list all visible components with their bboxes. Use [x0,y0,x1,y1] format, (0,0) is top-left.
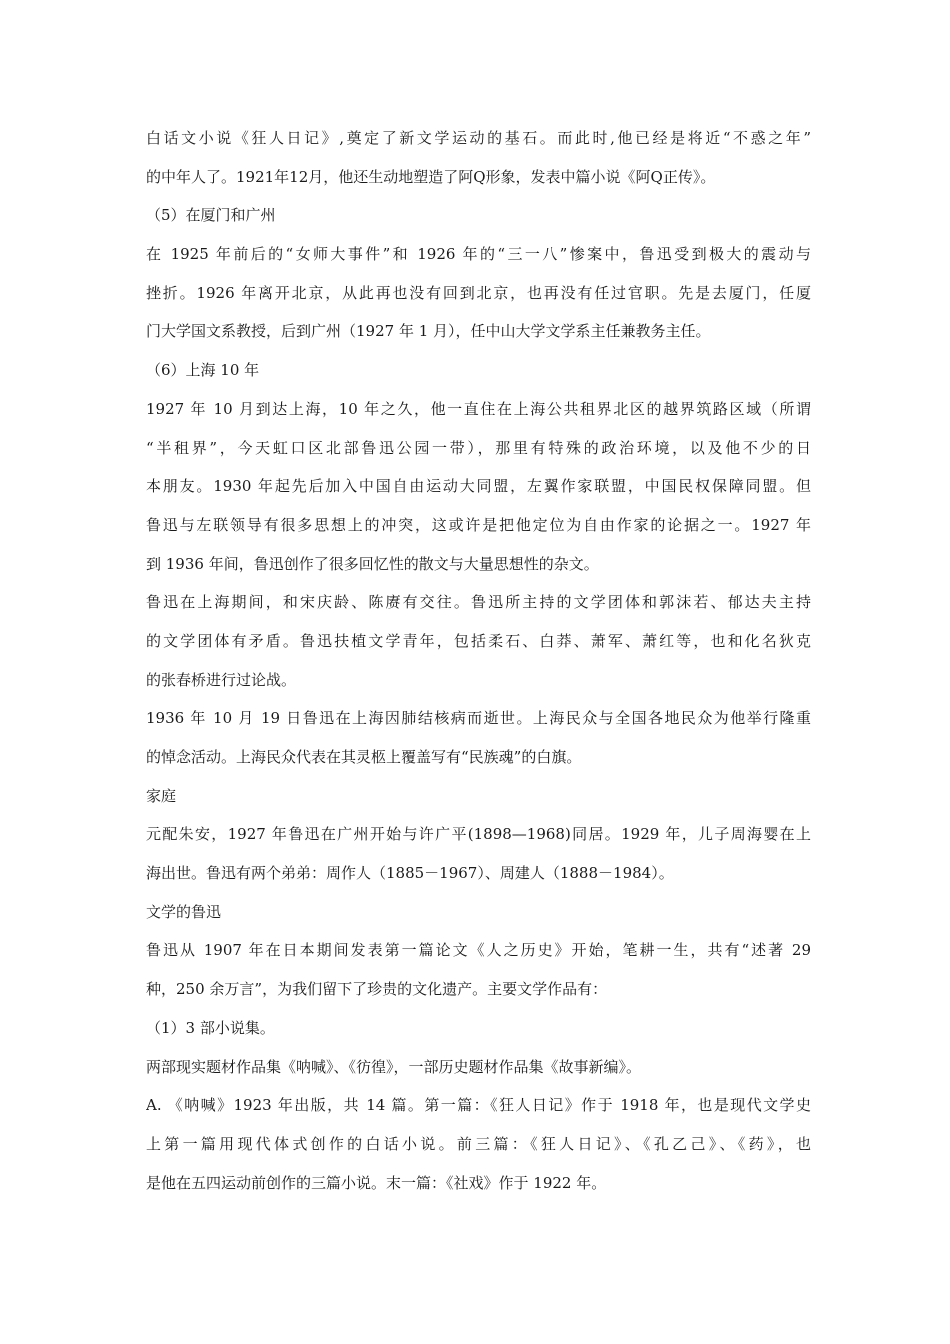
text-line: 鲁迅在上海期间，和宋庆龄、陈赓有交往。鲁迅所主持的文学团体和郭沫若、郁达夫主持 [146,593,811,612]
text-line: 的文学团体有矛盾。鲁迅扶植文学青年，包括柔石、白莽、萧军、萧红等，也和化名狄克 [146,631,811,650]
text-line: 的中年人了。1921年12月，他还生动地塑造了阿Q形象，发表中篇小说《阿Q正传》。 [146,167,716,186]
section-heading: 文学的鲁迅 [146,902,222,921]
text-line: 门大学国文系教授，后到广州（1927 年 1 月），任中山大学文学系主任兼教务主任。 [146,322,711,341]
text-line: 的张春桥进行过论战。 [146,670,297,689]
section-heading: （1）3 部小说集。 [146,1018,275,1037]
text-line: 本朋友。1930 年起先后加入中国自由运动大同盟，左翼作家联盟，中国民权保障同盟。但 [146,477,811,496]
text-line: 海出世。鲁迅有两个弟弟：周作人（1885－1967）、周建人（1888－1984）。 [146,864,674,883]
text-line: 是他在五四运动前创作的三篇小说。末一篇：《社戏》作于 1922 年。 [146,1173,607,1192]
section-heading: 家庭 [146,786,177,805]
section-heading: （5）在厦门和广州 [146,206,276,225]
text-line: 挫折。1926 年离开北京，从此再也没有回到北京，也再没有任过官职。先是去厦门，任厦 [146,283,811,302]
text-line: 白话文小说《狂人日记》,奠定了新文学运动的基石。而此时,他已经是将近“不惑之年” [146,129,811,147]
text-line: 1936 年 10 月 19 日鲁迅在上海因肺结核病而逝世。上海民众与全国各地民众为他举行隆重 [146,709,811,728]
text-line: 在 1925 年前后的“女师大事件”和 1926 年的“三一八”惨案中，鲁迅受到极大的震动与 [146,245,811,264]
text-line: 到 1936 年间，鲁迅创作了很多回忆性的散文与大量思想性的杂文。 [146,554,599,573]
text-line: 鲁迅从 1907 年在日本期间发表第一篇论文《人之历史》开始，笔耕一生，共有“述著 29 [146,941,811,960]
text-line: 元配朱安，1927 年鲁迅在广州开始与许广平(1898—1968)同居。1929 年，儿子周海婴在上 [146,825,811,844]
text-line: “半租界”，今天虹口区北部鲁迅公园一带），那里有特殊的政治环境，以及他不少的日 [146,438,811,457]
text-line: 两部现实题材作品集《呐喊》、《彷徨》，一部历史题材作品集《故事新编》。 [146,1057,642,1076]
document-body [146,119,811,1202]
text-line: 种，250 余万言”，为我们留下了珍贵的文化遗产。主要文学作品有： [146,980,608,999]
text-line: A. 《呐喊》1923 年出版，共 14 篇。第一篇：《狂人日记》作于 1918 年，也是现代文学史 [146,1096,811,1115]
text-line: 上第一篇用现代体式创作的白话小说。前三篇：《狂人日记》、《孔乙己》、《药》，也 [146,1134,811,1153]
section-heading: （6）上海 10 年 [146,361,260,380]
text-line: 的悼念活动。上海民众代表在其灵柩上覆盖写有“民族魂”的白旗。 [146,748,582,766]
text-line: 1927 年 10 月到达上海，10 年之久，他一直住在上海公共租界北区的越界筑路区域（所谓 [146,399,811,418]
text-line: 鲁迅与左联领导有很多思想上的冲突，这或许是把他定位为自由作家的论据之一。1927 年 [146,515,811,534]
